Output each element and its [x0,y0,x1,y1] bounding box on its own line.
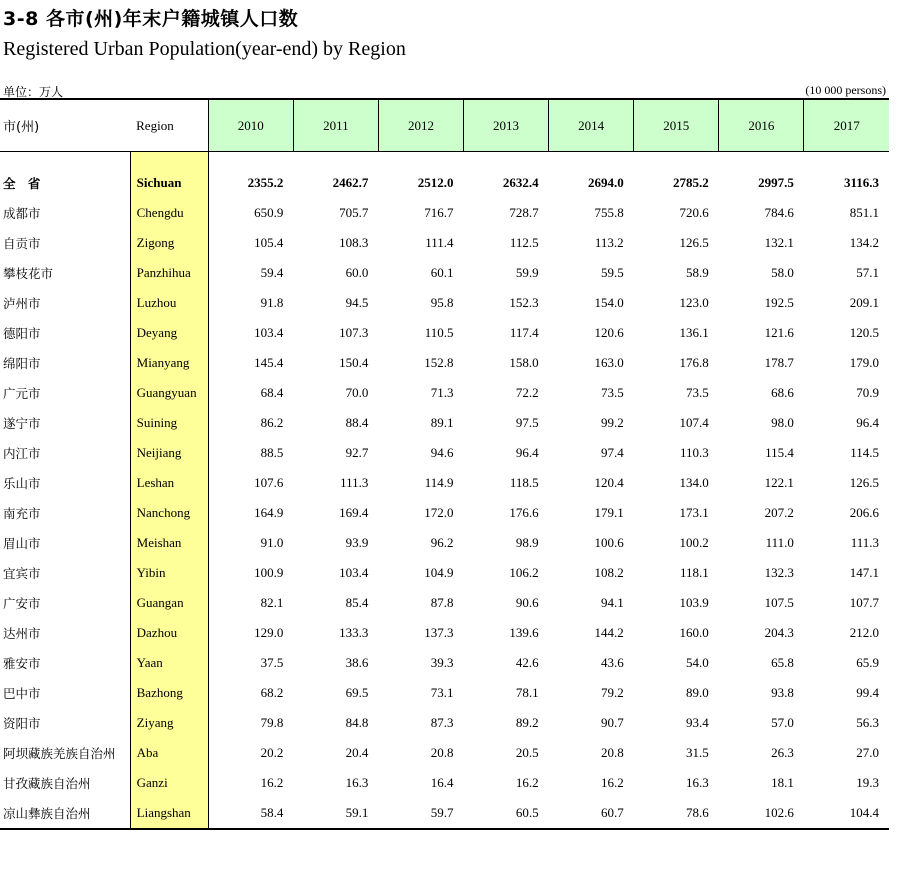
population-value: 26.3 [771,745,794,760]
population-value: 20.2 [260,745,284,760]
table-row [0,228,889,258]
header-year: 2015 [634,99,719,152]
region-name-chinese: 广安市 [3,596,41,611]
population-value: 107.7 [849,595,879,610]
population-value: 86.2 [260,415,284,430]
population-value: 103.4 [339,565,369,580]
population-value: 70.0 [345,385,369,400]
population-value: 72.2 [515,385,539,400]
population-value: 102.6 [719,798,804,829]
table-row [0,708,889,738]
population-value: 99.2 [600,415,624,430]
region-name-english: Guangyuan [130,378,208,408]
population-value: 207.2 [764,505,794,520]
region-name-chinese: 泸州市 [3,296,41,311]
population-value: 37.5 [260,655,284,670]
region-name-english: Chengdu [130,198,208,228]
population-value: 68.6 [771,385,794,400]
table-row [0,288,889,318]
population-value: 104.9 [424,565,454,580]
region-name-english: Ziyang [130,708,208,738]
population-value: 108.3 [339,235,369,250]
population-value: 118.1 [680,565,709,580]
population-value: 93.4 [686,715,709,730]
region-name-chinese: 雅安市 [3,656,41,671]
table-row [0,738,889,768]
region-name-chinese: 内江市 [3,446,41,461]
population-value: 144.2 [594,625,624,640]
population-value: 89.2 [515,715,539,730]
table-row [0,438,889,468]
population-value: 73.5 [686,385,709,400]
population-value: 103.9 [679,595,709,610]
population-value: 192.5 [764,295,794,310]
population-value: 136.1 [679,325,709,340]
region-name-chinese: 甘孜藏族自治州 [3,776,91,791]
population-value: 59.5 [600,265,624,280]
population-value: 59.9 [515,265,539,280]
population-value: 20.4 [345,745,369,760]
population-value: 69.5 [345,685,369,700]
population-value: 60.0 [345,265,369,280]
population-value: 79.8 [260,715,284,730]
population-value: 88.4 [345,415,369,430]
population-value: 100.6 [594,535,624,550]
population-value: 27.0 [856,745,879,760]
table-row [0,198,889,228]
table-row-total [0,168,889,198]
population-value: 147.1 [849,565,879,580]
population-value: 117.4 [509,325,539,340]
population-value: 2355.2 [247,175,284,190]
population-value: 158.0 [509,355,539,370]
population-value: 91.0 [260,535,284,550]
population-value: 108.2 [594,565,624,580]
population-value: 152.3 [509,295,539,310]
table-row [0,768,889,798]
population-value: 82.1 [260,595,284,610]
region-name-english: Yaan [130,648,208,678]
population-value: 107.3 [339,325,369,340]
population-value: 851.1 [849,205,879,220]
population-value: 38.6 [345,655,369,670]
region-name-chinese: 资阳市 [3,716,41,731]
population-value: 115.4 [765,445,794,460]
header-year: 2012 [378,99,463,152]
region-name-english: Luzhou [130,288,208,318]
population-value: 172.0 [424,505,454,520]
table-row [0,318,889,348]
population-value: 110.3 [680,445,709,460]
population-value: 3116.3 [843,175,879,190]
population-value: 2785.2 [673,175,709,190]
population-value: 60.1 [430,265,454,280]
population-value: 132.3 [764,565,794,580]
region-name-english: Yibin [130,558,208,588]
population-value: 31.5 [686,745,709,760]
population-value: 95.8 [430,295,454,310]
population-value: 121.6 [764,325,794,340]
population-value: 16.3 [686,775,709,790]
population-value: 209.1 [849,295,879,310]
population-value: 91.8 [260,295,284,310]
population-value: 59.4 [260,265,284,280]
population-value: 122.1 [764,475,794,490]
population-value: 97.5 [515,415,539,430]
header-year: 2011 [293,99,378,152]
region-name-english: Guangan [130,588,208,618]
region-name-chinese: 成都市 [3,206,41,221]
population-value: 126.5 [849,475,879,490]
population-value: 169.4 [339,505,369,520]
population-value: 728.7 [509,205,539,220]
population-value: 43.6 [600,655,624,670]
population-value: 145.4 [254,355,284,370]
population-value: 111.3 [340,475,369,490]
table-row [0,558,889,588]
region-name-english: Neijiang [130,438,208,468]
population-value: 150.4 [339,355,369,370]
population-value: 133.3 [339,625,369,640]
population-value: 206.6 [849,505,879,520]
population-value: 96.4 [515,445,539,460]
population-value: 107.5 [764,595,794,610]
header-year: 2016 [719,99,804,152]
population-value: 2512.0 [417,175,454,190]
population-value: 98.0 [771,415,794,430]
population-value: 93.8 [771,685,794,700]
population-value: 92.7 [345,445,369,460]
population-table [0,98,889,830]
header-region-english: Region [130,99,208,152]
population-value: 16.2 [260,775,284,790]
unit-label-chinese: 单位：万人 [3,85,64,99]
population-value: 212.0 [849,625,879,640]
region-name-chinese: 遂宁市 [3,416,41,431]
region-name-english: Zigong [130,228,208,258]
region-name-english: Bazhong [130,678,208,708]
region-name-chinese: 乐山市 [3,476,41,491]
population-value: 114.9 [424,475,454,490]
population-value: 103.4 [254,325,284,340]
population-value: 71.3 [430,385,454,400]
population-value: 2632.4 [502,175,539,190]
region-name-chinese: 宜宾市 [3,566,41,581]
table-title-english: Registered Urban Population(year-end) by Region [3,38,406,60]
region-name-english: Leshan [130,468,208,498]
population-value: 16.4 [430,775,454,790]
population-value: 68.2 [260,685,284,700]
population-value: 65.8 [771,655,794,670]
table-row [0,798,889,829]
population-value: 58.0 [771,265,794,280]
population-value: 78.6 [634,798,719,829]
population-value: 57.0 [771,715,794,730]
population-value: 89.1 [430,415,454,430]
region-name-chinese: 凉山彝族自治州 [0,798,130,829]
population-value: 96.4 [856,415,879,430]
spacer-row [0,152,889,169]
header-year: 2013 [464,99,549,152]
header-row [0,99,889,152]
population-value: 94.1 [600,595,624,610]
region-name-chinese: 巴中市 [3,686,41,701]
population-value: 173.1 [679,505,709,520]
table-row [0,258,889,288]
population-value: 137.3 [424,625,454,640]
table-row [0,348,889,378]
region-name-english: Meishan [130,528,208,558]
population-value: 114.5 [850,445,879,460]
population-value: 120.6 [594,325,624,340]
population-value: 98.9 [515,535,539,550]
region-name-chinese: 德阳市 [3,326,41,341]
population-value: 99.4 [856,685,879,700]
population-value: 178.7 [764,355,794,370]
population-value: 79.2 [600,685,624,700]
population-value: 19.3 [856,775,879,790]
population-value: 87.3 [430,715,454,730]
population-value: 60.7 [549,798,634,829]
population-value: 59.1 [293,798,378,829]
population-value: 705.7 [339,205,369,220]
region-name-chinese: 绵阳市 [3,356,41,371]
population-value: 118.5 [509,475,539,490]
region-name-chinese: 南充市 [3,506,41,521]
region-name-chinese: 眉山市 [3,536,41,551]
population-value: 720.6 [679,205,709,220]
unit-label-english: (10 000 persons) [805,83,886,97]
table-body [0,152,889,830]
population-value: 164.9 [254,505,284,520]
population-value: 39.3 [430,655,454,670]
population-value: 100.9 [254,565,284,580]
region-name-chinese: 达州市 [3,626,41,641]
population-value: 132.1 [764,235,794,250]
region-name-english: Nanchong [130,498,208,528]
population-value: 60.5 [464,798,549,829]
population-value: 106.2 [509,565,539,580]
population-value: 111.4 [425,235,454,250]
population-value: 54.0 [686,655,709,670]
population-value: 78.1 [515,685,539,700]
population-value: 176.6 [509,505,539,520]
population-value: 112.5 [509,235,539,250]
region-name-english: Liangshan [130,798,208,829]
population-value: 59.7 [378,798,463,829]
population-value: 18.1 [771,775,794,790]
population-value: 73.1 [430,685,454,700]
population-value: 85.4 [345,595,369,610]
population-value: 120.5 [849,325,879,340]
population-value: 2694.0 [587,175,624,190]
population-value: 20.8 [600,745,624,760]
region-name-english: Dazhou [130,618,208,648]
population-value: 120.4 [594,475,624,490]
population-value: 16.2 [600,775,624,790]
population-value: 70.9 [856,385,879,400]
header-year: 2010 [208,99,293,152]
population-value: 154.0 [594,295,624,310]
population-value: 111.0 [765,535,794,550]
population-value: 88.5 [260,445,284,460]
region-name-chinese: 攀枝花市 [3,266,54,281]
population-value: 100.2 [679,535,709,550]
header-year: 2017 [804,99,889,152]
population-value: 111.3 [850,535,879,550]
table-row [0,618,889,648]
population-value: 73.5 [600,385,624,400]
population-value: 110.5 [424,325,454,340]
table-row [0,408,889,438]
population-value: 179.1 [594,505,624,520]
population-value: 123.0 [679,295,709,310]
population-value: 58.9 [686,265,709,280]
header-year: 2014 [549,99,634,152]
population-value: 139.6 [509,625,539,640]
table-row [0,468,889,498]
population-value: 87.8 [430,595,454,610]
population-value: 129.0 [254,625,284,640]
population-value: 90.7 [600,715,624,730]
population-value: 96.2 [430,535,454,550]
region-name-english: Deyang [130,318,208,348]
population-value: 89.0 [686,685,709,700]
population-value: 90.6 [515,595,539,610]
population-value: 65.9 [856,655,879,670]
population-value: 134.0 [679,475,709,490]
header-region-chinese: 市(州) [0,99,130,152]
population-value: 56.3 [856,715,879,730]
population-value: 97.4 [600,445,624,460]
population-value: 204.3 [764,625,794,640]
region-name-english: Ganzi [130,768,208,798]
population-value: 163.0 [594,355,624,370]
region-name-chinese: 广元市 [3,386,41,401]
table-title-chinese: 3-8 各市(州)年末户籍城镇人口数 [3,8,299,30]
region-name-english: Sichuan [130,168,208,198]
table-row [0,678,889,708]
population-value: 755.8 [594,205,624,220]
population-value: 160.0 [679,625,709,640]
table-row [0,528,889,558]
region-name-english: Panzhihua [130,258,208,288]
population-value: 16.3 [345,775,369,790]
population-value: 650.9 [254,205,284,220]
region-name-english: Suining [130,408,208,438]
population-value: 179.0 [849,355,879,370]
population-value: 42.6 [515,655,539,670]
population-value: 2462.7 [332,175,369,190]
population-value: 94.5 [345,295,369,310]
population-value: 16.2 [515,775,539,790]
population-value: 68.4 [260,385,284,400]
population-value: 58.4 [208,798,293,829]
population-value: 784.6 [764,205,794,220]
region-name-chinese: 自贡市 [3,236,41,251]
population-value: 84.8 [345,715,369,730]
population-value: 105.4 [254,235,284,250]
population-value: 113.2 [594,235,624,250]
population-value: 176.8 [679,355,709,370]
region-name-english: Mianyang [130,348,208,378]
population-value: 134.2 [849,235,879,250]
table-row [0,588,889,618]
population-value: 152.8 [424,355,454,370]
population-value: 20.8 [430,745,454,760]
population-value: 107.4 [679,415,709,430]
table-row [0,378,889,408]
region-name-chinese: 阿坝藏族羌族自治州 [3,746,116,761]
population-value: 93.9 [345,535,369,550]
population-value: 57.1 [856,265,879,280]
population-value: 107.6 [254,475,284,490]
population-value: 2997.5 [758,175,794,190]
population-value: 716.7 [424,205,454,220]
population-value: 94.6 [430,445,454,460]
population-value: 20.5 [515,745,539,760]
table-row [0,648,889,678]
table-row [0,498,889,528]
population-value: 104.4 [804,798,889,829]
population-value: 126.5 [679,235,709,250]
population-table-container [0,98,889,830]
region-name-english: Aba [130,738,208,768]
region-name-chinese: 全 省 [3,176,45,191]
